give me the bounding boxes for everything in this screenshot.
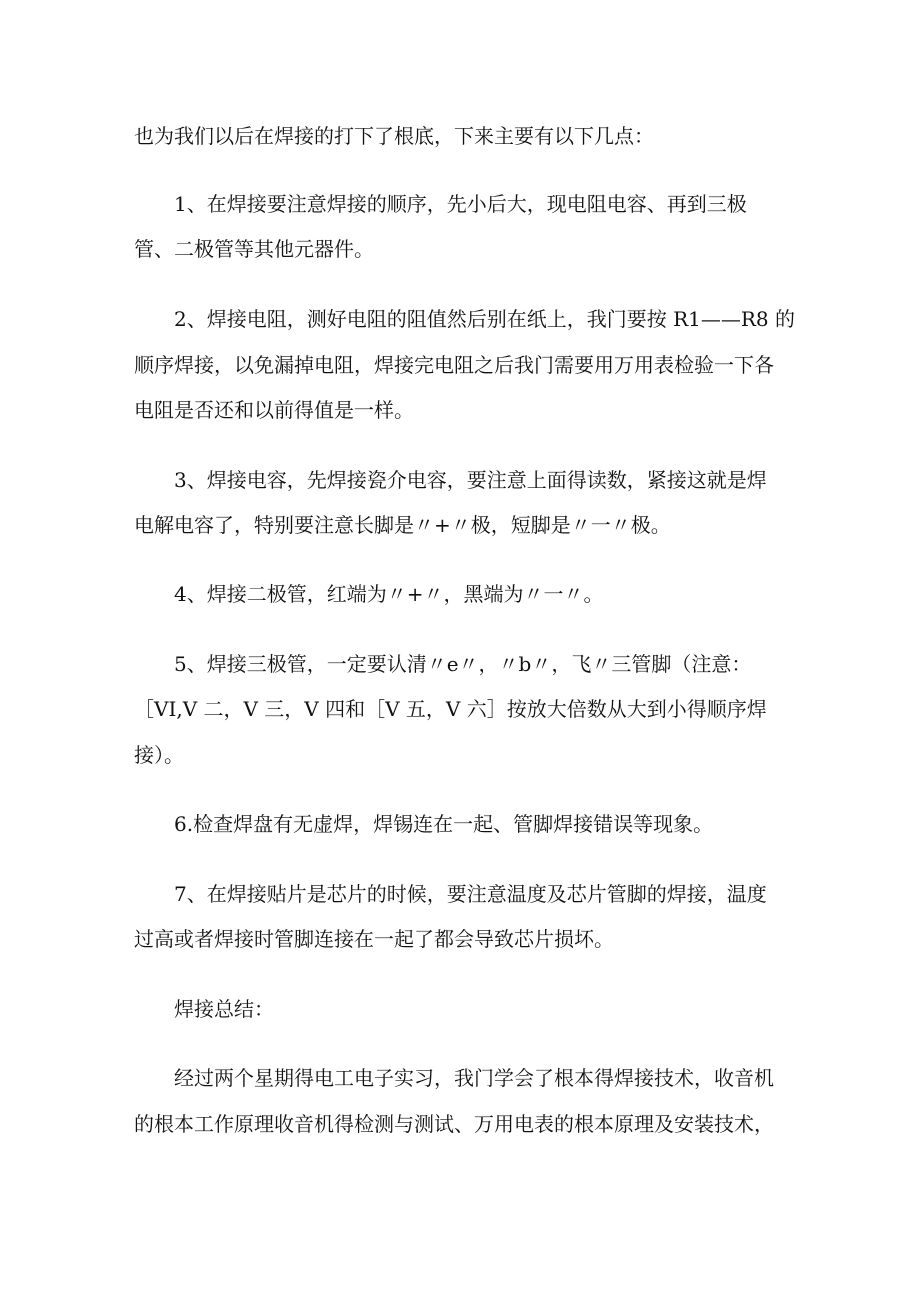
item-4-line-1: 4、焊接二极管，红端为〃+〃，黑端为〃一〃。 [174,582,604,606]
paragraph-intro-line: 也为我们以后在焊接的打下了根底，下来主要有以下几点： [134,124,654,148]
item-5-line-2: ［VI,V 二，V 三，V 四和［V 五，V 六］按放大倍数从大到小得顺序焊 [134,697,767,721]
summary-line-1: 经过两个星期得电工电子实习，我门学会了根本得焊接技术，收音机 [174,1066,774,1090]
summary-line-2: 的根本工作原理收音机得检测与测试、万用电表的根本原理及安装技术， [134,1112,774,1136]
item-6-line-1: 6.检查焊盘有无虚焊，焊锡连在一起、管脚焊接错误等现象。 [174,812,714,836]
item-2-line-1: 2、焊接电阻，测好电阻的阻值然后别在纸上，我门要按 R1——R8 的 [174,307,796,331]
item-1-line-2: 管、二极管等其他元器件。 [134,237,374,261]
item-1-line-1: 1、在焊接要注意焊接的顺序，先小后大，现电阻电容、再到三极 [174,192,747,216]
item-2-line-2: 顺序焊接，以免漏掉电阻，焊接完电阻之后我门需要用万用表检验一下各 [134,353,774,377]
item-5-line-3: 接）。 [134,743,184,767]
section-heading-summary: 焊接总结： [174,997,274,1021]
item-3-line-1: 3、焊接电容，先焊接瓷介电容，要注意上面得读数，紧接这就是焊 [174,468,767,492]
item-3-line-2: 电解电容了，特别要注意长脚是〃+〃极，短脚是〃一〃极。 [134,513,671,537]
item-7-line-1: 7、在焊接贴片是芯片的时候，要注意温度及芯片管脚的焊接，温度 [174,882,767,906]
item-7-line-2: 过高或者焊接时管脚连接在一起了都会导致芯片损坏。 [134,927,614,951]
item-5-line-1: 5、焊接三极管，一定要认清〃e〃，〃b〃，飞〃三管脚（注意： [174,652,752,676]
item-2-line-3: 电阻是否还和以前得值是一样。 [134,398,414,422]
